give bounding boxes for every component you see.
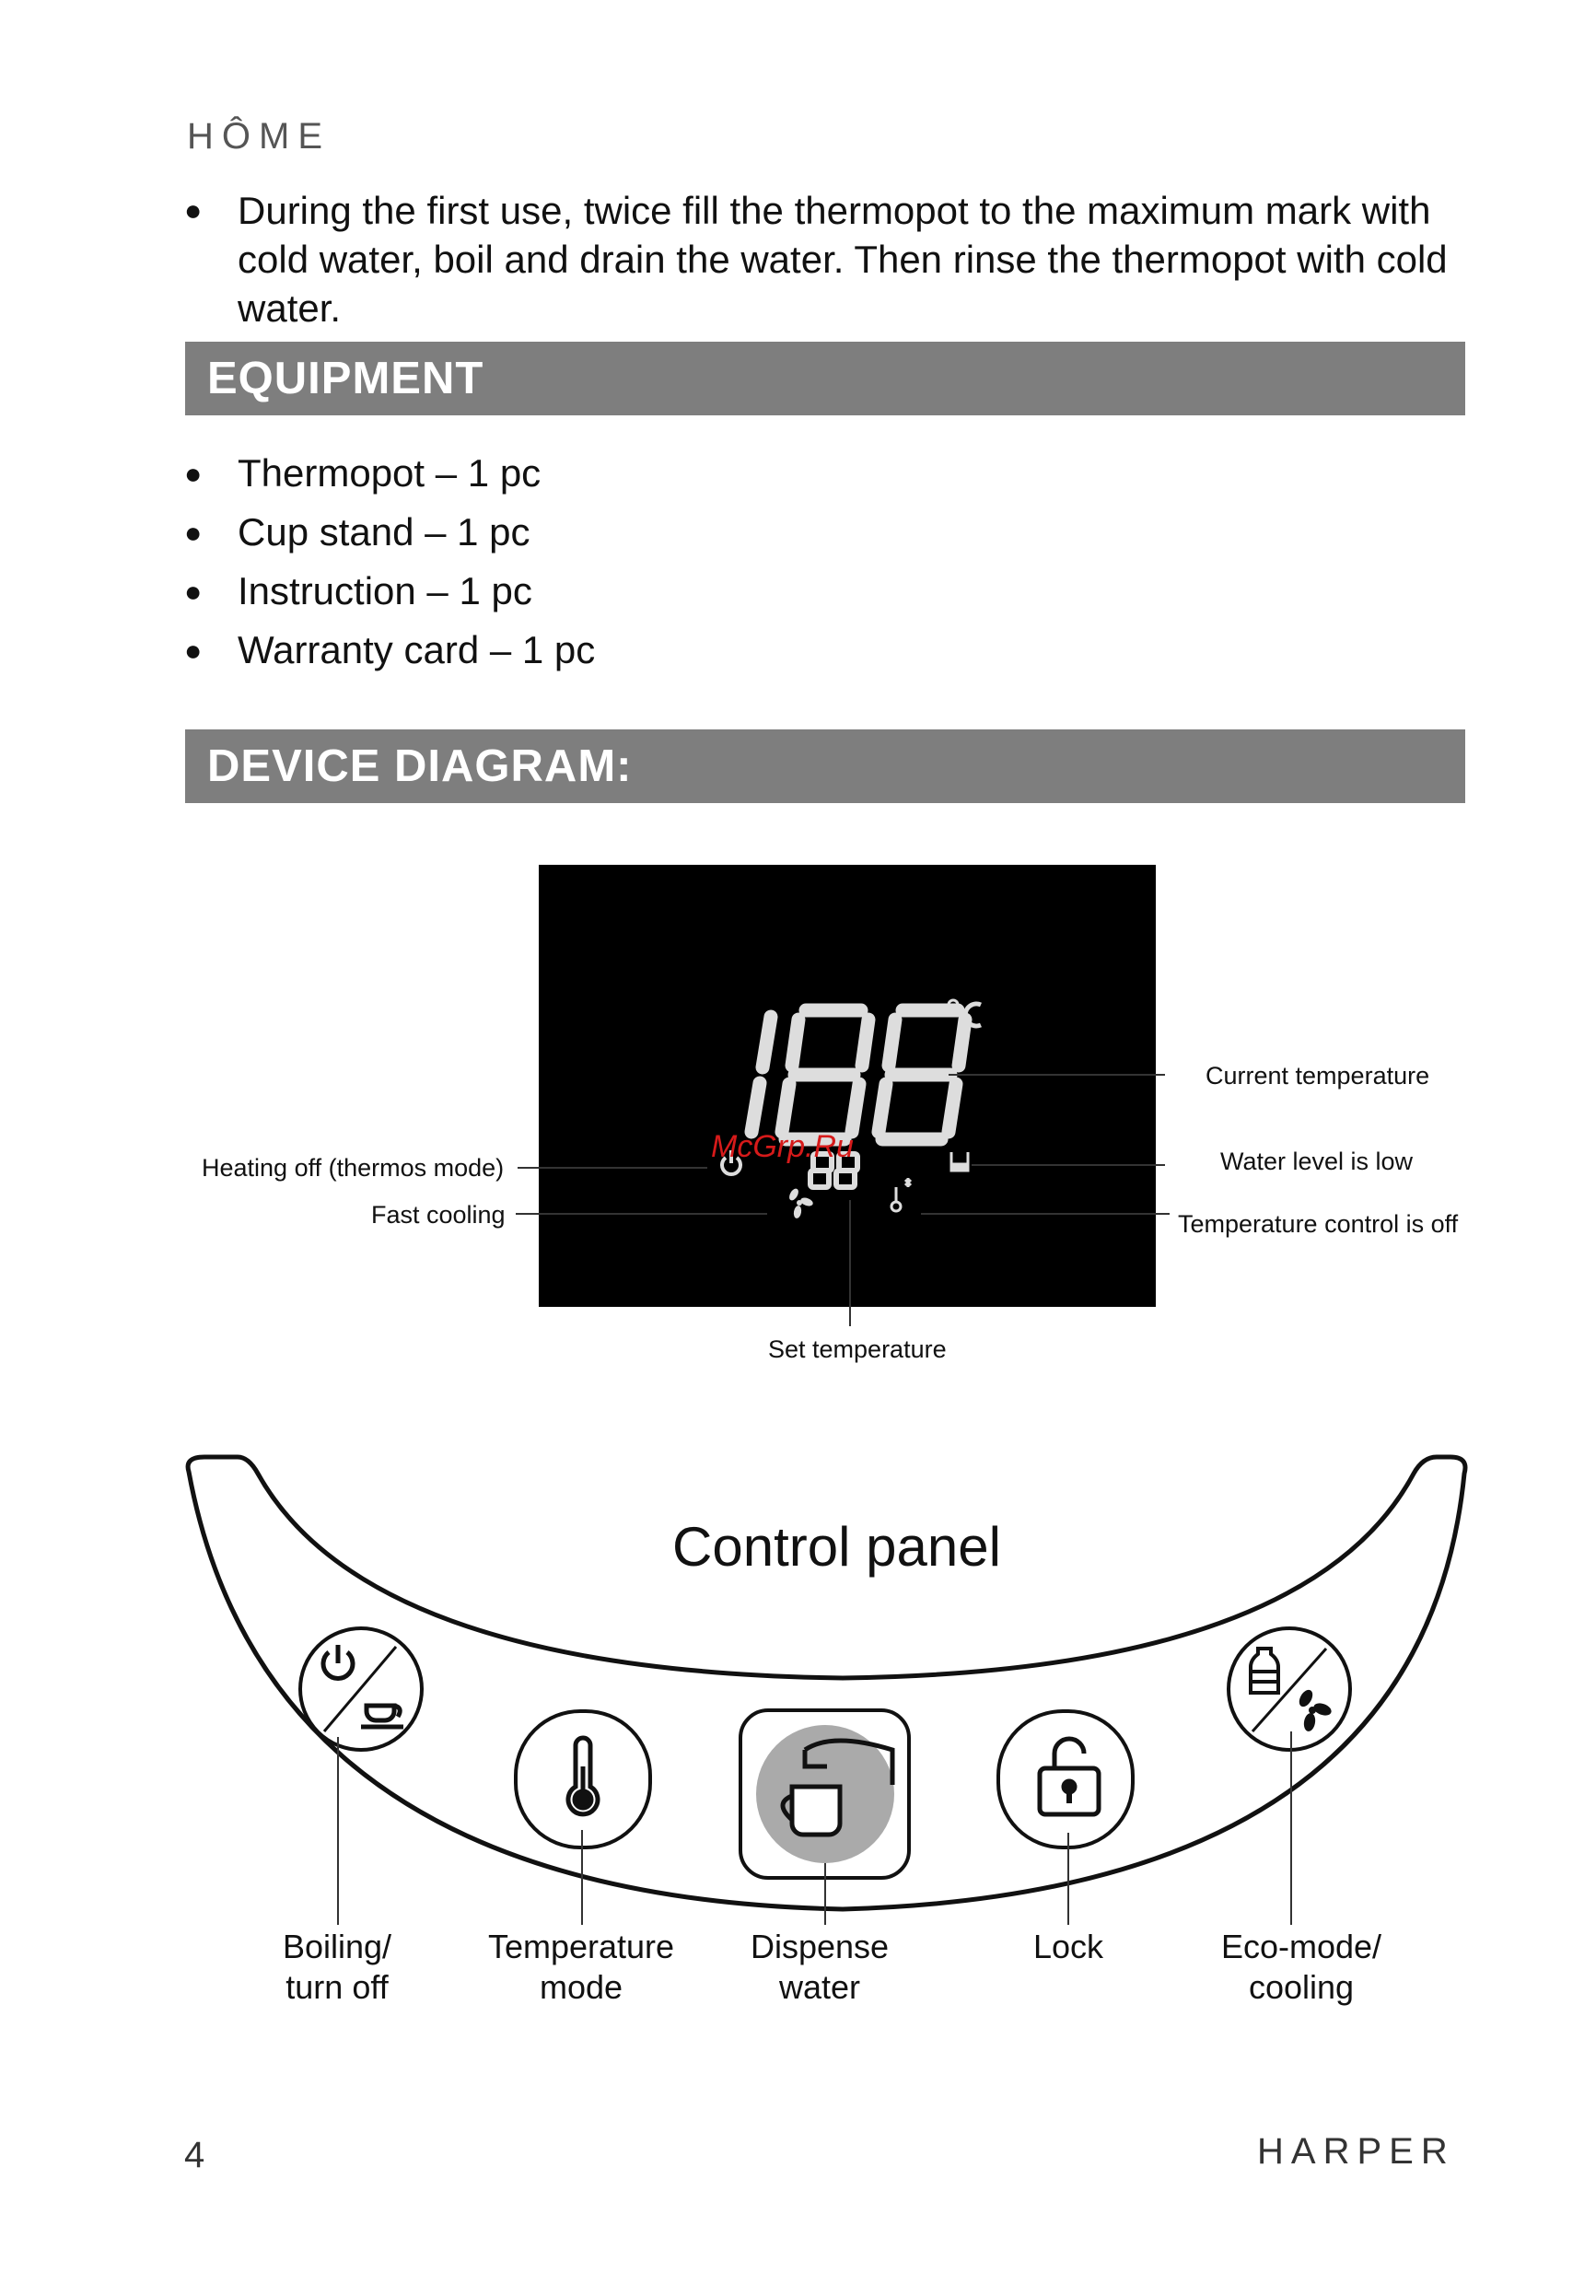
bullet-icon: ●	[184, 516, 203, 549]
label-heating-off: Heating off (thermos mode)	[202, 1154, 505, 1182]
brand-logo: HÔME	[187, 116, 331, 157]
dispense-icon	[756, 1725, 894, 1863]
bullet-icon: ●	[184, 193, 203, 227]
label-water-level-low: Water level is low	[1220, 1148, 1414, 1175]
equipment-item: Warranty card – 1 pc	[238, 628, 596, 671]
section-header-equipment: EQUIPMENT	[185, 342, 1465, 415]
footer-brand-logo: HARPER	[1257, 2131, 1455, 2172]
equipment-item: Instruction – 1 pc	[238, 569, 532, 612]
caption-eco-mode: Eco-mode/ cooling	[1220, 1928, 1382, 2006]
page-number: 4	[184, 2135, 205, 2175]
section-header-device-diagram: DEVICE DIAGRAM:	[185, 729, 1465, 803]
label-fast-cooling: Fast cooling	[371, 1201, 506, 1229]
watermark: McGrp.Ru	[711, 1129, 854, 1164]
bullet-icon: ●	[184, 457, 203, 490]
caption-temperature-mode: Temperature mode	[487, 1928, 675, 2006]
caption-lock: Lock	[1032, 1928, 1104, 1965]
label-set-temperature: Set temperature	[768, 1335, 947, 1363]
label-temperature-control-off: Temperature control is off	[1178, 1210, 1459, 1238]
caption-dispense-water: Dispense water	[750, 1928, 890, 2006]
bullet-icon: ●	[184, 575, 203, 608]
intro-text: During the first use, twice fill the thermopot to the maximum mark with cold water, boil and drain the water. Then rinse the thermopot with cold water.	[238, 189, 1448, 330]
equipment-item: Thermopot – 1 pc	[238, 451, 542, 495]
bullet-icon: ●	[184, 634, 203, 667]
equipment-item: Cup stand – 1 pc	[238, 510, 530, 554]
caption-boiling: Boiling/ turn off	[282, 1928, 392, 2006]
label-current-temperature: Current temperature	[1206, 1062, 1430, 1090]
control-panel-title: Control panel	[672, 1516, 1001, 1578]
